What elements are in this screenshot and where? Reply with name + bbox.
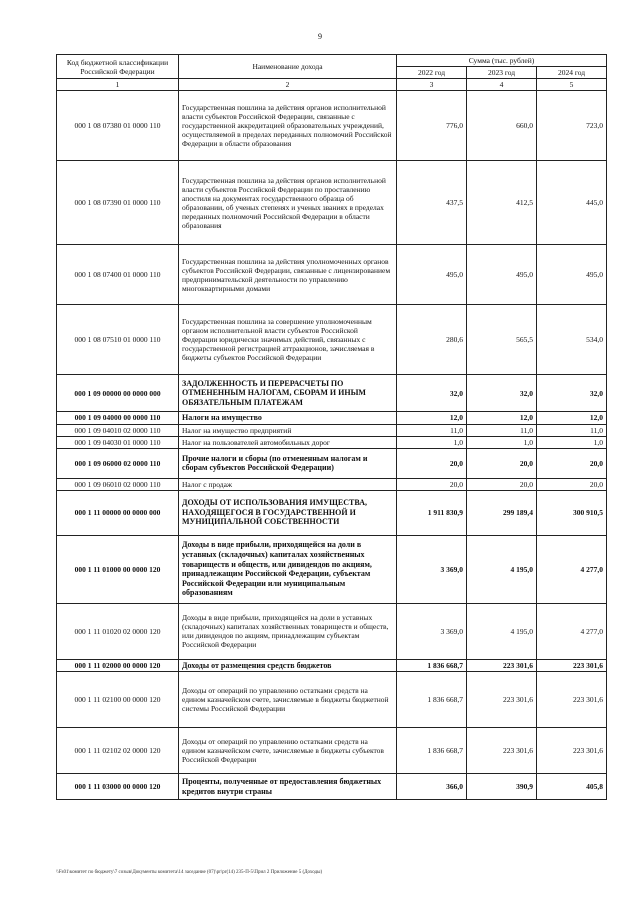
value-2024-cell: 4 277,0 bbox=[537, 535, 607, 603]
name-cell: Доходы от размещения средств бюджетов bbox=[179, 659, 397, 672]
value-2022-cell: 20,0 bbox=[397, 478, 467, 490]
table-row bbox=[57, 659, 607, 672]
col-number: 1 bbox=[57, 79, 179, 91]
page-number: 9 bbox=[318, 32, 322, 41]
value-2023-cell: 412,5 bbox=[467, 161, 537, 245]
value-2023-cell: 223 301,6 bbox=[467, 672, 537, 728]
value-2024-cell: 445,0 bbox=[537, 161, 607, 245]
value-2022-cell: 280,6 bbox=[397, 305, 467, 375]
value-2024-cell: 20,0 bbox=[537, 448, 607, 478]
value-2022-cell: 1 836 668,7 bbox=[397, 672, 467, 728]
code-cell: 000 1 08 07400 01 0000 110 bbox=[57, 245, 179, 305]
value-2023-cell: 4 195,0 bbox=[467, 535, 537, 603]
value-2024-cell: 12,0 bbox=[537, 412, 607, 425]
value-2022-cell: 776,0 bbox=[397, 91, 467, 161]
header-sum: Сумма (тыс. рублей) bbox=[397, 55, 607, 67]
value-2024-cell: 300 910,5 bbox=[537, 490, 607, 535]
code-cell: 000 1 08 07510 01 0000 110 bbox=[57, 305, 179, 375]
value-2023-cell: 223 301,6 bbox=[467, 659, 537, 672]
name-cell: Проценты, полученные от предоставления бюджетных кредитов внутри страны bbox=[179, 774, 397, 800]
value-2024-cell: 11,0 bbox=[537, 424, 607, 436]
code-cell: 000 1 11 01000 00 0000 120 bbox=[57, 535, 179, 603]
code-cell: 000 1 11 01020 02 0000 120 bbox=[57, 603, 179, 659]
value-2024-cell: 495,0 bbox=[537, 245, 607, 305]
code-cell: 000 1 08 07380 01 0000 110 bbox=[57, 91, 179, 161]
header-year-2022: 2022 год bbox=[397, 67, 467, 79]
table-row bbox=[57, 245, 607, 305]
value-2022-cell: 1,0 bbox=[397, 436, 467, 448]
table-row bbox=[57, 490, 607, 535]
name-cell: Доходы от операций по управлению остатками средств на едином казначейском счете, зачисляемые в бюджеты бюджетной системы Российской Федерации bbox=[179, 672, 397, 728]
value-2023-cell: 12,0 bbox=[467, 412, 537, 425]
header-code: Код бюджетной классификации Российской Федерации bbox=[57, 55, 179, 79]
table-row bbox=[57, 672, 607, 728]
table-row bbox=[57, 412, 607, 425]
table-row bbox=[57, 305, 607, 375]
name-cell: Налоги на имущество bbox=[179, 412, 397, 425]
value-2023-cell: 299 189,4 bbox=[467, 490, 537, 535]
value-2024-cell: 534,0 bbox=[537, 305, 607, 375]
code-cell: 000 1 09 04000 00 0000 110 bbox=[57, 412, 179, 425]
code-cell: 000 1 08 07390 01 0000 110 bbox=[57, 161, 179, 245]
value-2023-cell: 660,0 bbox=[467, 91, 537, 161]
value-2024-cell: 1,0 bbox=[537, 436, 607, 448]
code-cell: 000 1 09 04030 01 0000 110 bbox=[57, 436, 179, 448]
value-2022-cell: 20,0 bbox=[397, 448, 467, 478]
value-2022-cell: 1 911 830,9 bbox=[397, 490, 467, 535]
code-cell: 000 1 09 04010 02 0000 110 bbox=[57, 424, 179, 436]
value-2024-cell: 223 301,6 bbox=[537, 659, 607, 672]
value-2023-cell: 565,5 bbox=[467, 305, 537, 375]
col-number: 3 bbox=[397, 79, 467, 91]
name-cell: Государственная пошлина за действия органов исполнительной власти субъектов Российской Федерации, связанные с государственной аккредитацией образовательных учреждений, осуществляемой в пределах переданных полномочий Российской Федерации в области образования bbox=[179, 91, 397, 161]
table-body bbox=[57, 91, 607, 800]
table-row bbox=[57, 478, 607, 490]
value-2023-cell: 390,9 bbox=[467, 774, 537, 800]
name-cell: Государственная пошлина за действия уполномоченных органов субъектов Российской Федерации, связанные с лицензированием предпринимательской деятельности по управлению многоквартирными домами bbox=[179, 245, 397, 305]
col-number: 4 bbox=[467, 79, 537, 91]
value-2023-cell: 20,0 bbox=[467, 478, 537, 490]
value-2024-cell: 32,0 bbox=[537, 375, 607, 412]
code-cell: 000 1 09 00000 00 0000 000 bbox=[57, 375, 179, 412]
value-2022-cell: 3 369,0 bbox=[397, 603, 467, 659]
code-cell: 000 1 11 02000 00 0000 120 bbox=[57, 659, 179, 672]
table-row bbox=[57, 535, 607, 603]
table-row bbox=[57, 424, 607, 436]
value-2023-cell: 223 301,6 bbox=[467, 728, 537, 774]
value-2022-cell: 437,5 bbox=[397, 161, 467, 245]
name-cell: Доходы от операций по управлению остатками средств на едином казначейском счете, зачисляемые в бюджеты субъектов Российской Федерации bbox=[179, 728, 397, 774]
name-cell: ЗАДОЛЖЕННОСТЬ И ПЕРЕРАСЧЕТЫ ПО ОТМЕНЕННЫМ НАЛОГАМ, СБОРАМ И ИНЫМ ОБЯЗАТЕЛЬНЫМ ПЛАТЕЖАМ bbox=[179, 375, 397, 412]
value-2024-cell: 223 301,6 bbox=[537, 728, 607, 774]
value-2023-cell: 495,0 bbox=[467, 245, 537, 305]
table-row bbox=[57, 91, 607, 161]
value-2024-cell: 723,0 bbox=[537, 91, 607, 161]
value-2022-cell: 32,0 bbox=[397, 375, 467, 412]
name-cell: ДОХОДЫ ОТ ИСПОЛЬЗОВАНИЯ ИМУЩЕСТВА, НАХОДЯЩЕГОСЯ В ГОСУДАРСТВЕННОЙ И МУНИЦИПАЛЬНОЙ СОБСТВЕННОСТИ bbox=[179, 490, 397, 535]
col-number: 5 bbox=[537, 79, 607, 91]
code-cell: 000 1 11 02100 00 0000 120 bbox=[57, 672, 179, 728]
value-2024-cell: 405,8 bbox=[537, 774, 607, 800]
name-cell: Государственная пошлина за действия органов исполнительной власти субъектов Российской Федерации по проставлению апостиля на документах государственного образца об образовании, об ученых степенях и ученых званиях в пределах переданных полномочий Российской Федерации в области образования bbox=[179, 161, 397, 245]
value-2024-cell: 20,0 bbox=[537, 478, 607, 490]
value-2023-cell: 32,0 bbox=[467, 375, 537, 412]
table-row bbox=[57, 603, 607, 659]
header-year-2024: 2024 год bbox=[537, 67, 607, 79]
table-row bbox=[57, 375, 607, 412]
value-2022-cell: 12,0 bbox=[397, 412, 467, 425]
value-2024-cell: 4 277,0 bbox=[537, 603, 607, 659]
code-cell: 000 1 11 00000 00 0000 000 bbox=[57, 490, 179, 535]
value-2023-cell: 20,0 bbox=[467, 448, 537, 478]
value-2022-cell: 366,0 bbox=[397, 774, 467, 800]
table-row bbox=[57, 728, 607, 774]
name-cell: Доходы в виде прибыли, приходящейся на доли в уставных (складочных) капиталах хозяйственных товариществ и обществ, или дивидендов по акциям, принадлежащим Российской Федерации, субъектам Российской Федерации или муниципальным образованиям bbox=[179, 535, 397, 603]
table-row bbox=[57, 774, 607, 800]
name-cell: Налог на пользователей автомобильных дорог bbox=[179, 436, 397, 448]
table-row bbox=[57, 448, 607, 478]
value-2023-cell: 4 195,0 bbox=[467, 603, 537, 659]
value-2024-cell: 223 301,6 bbox=[537, 672, 607, 728]
header-year-2023: 2023 год bbox=[467, 67, 537, 79]
code-cell: 000 1 09 06010 02 0000 110 bbox=[57, 478, 179, 490]
name-cell: Налог на имущество предприятий bbox=[179, 424, 397, 436]
value-2023-cell: 11,0 bbox=[467, 424, 537, 436]
revenue-table bbox=[56, 54, 607, 800]
col-number: 2 bbox=[179, 79, 397, 91]
value-2022-cell: 11,0 bbox=[397, 424, 467, 436]
code-cell: 000 1 11 02102 02 0000 120 bbox=[57, 728, 179, 774]
file-path-footer: \\Fs01\комитет по бюджету\7 созыв\Документы комитета\14 заседание (07)\pr\pr(14) 235-П-5\Прил 2 Приложение 5 (Доходы) bbox=[56, 870, 323, 875]
name-cell: Доходы в виде прибыли, приходящейся на доли в уставных (складочных) капиталах хозяйственных товариществ и обществ, или дивидендов по акциям, принадлежащим субъектам Российской Федерации bbox=[179, 603, 397, 659]
name-cell: Налог с продаж bbox=[179, 478, 397, 490]
value-2022-cell: 3 369,0 bbox=[397, 535, 467, 603]
code-cell: 000 1 11 03000 00 0000 120 bbox=[57, 774, 179, 800]
value-2022-cell: 1 836 668,7 bbox=[397, 728, 467, 774]
code-cell: 000 1 09 06000 02 0000 110 bbox=[57, 448, 179, 478]
table-row bbox=[57, 161, 607, 245]
value-2022-cell: 1 836 668,7 bbox=[397, 659, 467, 672]
value-2022-cell: 495,0 bbox=[397, 245, 467, 305]
table-row bbox=[57, 436, 607, 448]
header-name: Наименование дохода bbox=[179, 55, 397, 79]
name-cell: Прочие налоги и сборы (по отмененным налогам и сборам субъектов Российской Федерации) bbox=[179, 448, 397, 478]
name-cell: Государственная пошлина за совершение уполномоченным органом исполнительной власти субъектов Российской Федерации юридически значимых действий, связанных с государственной регистрацией аттракционов, зачисляемая в бюджеты субъектов Российской Федерации bbox=[179, 305, 397, 375]
value-2023-cell: 1,0 bbox=[467, 436, 537, 448]
